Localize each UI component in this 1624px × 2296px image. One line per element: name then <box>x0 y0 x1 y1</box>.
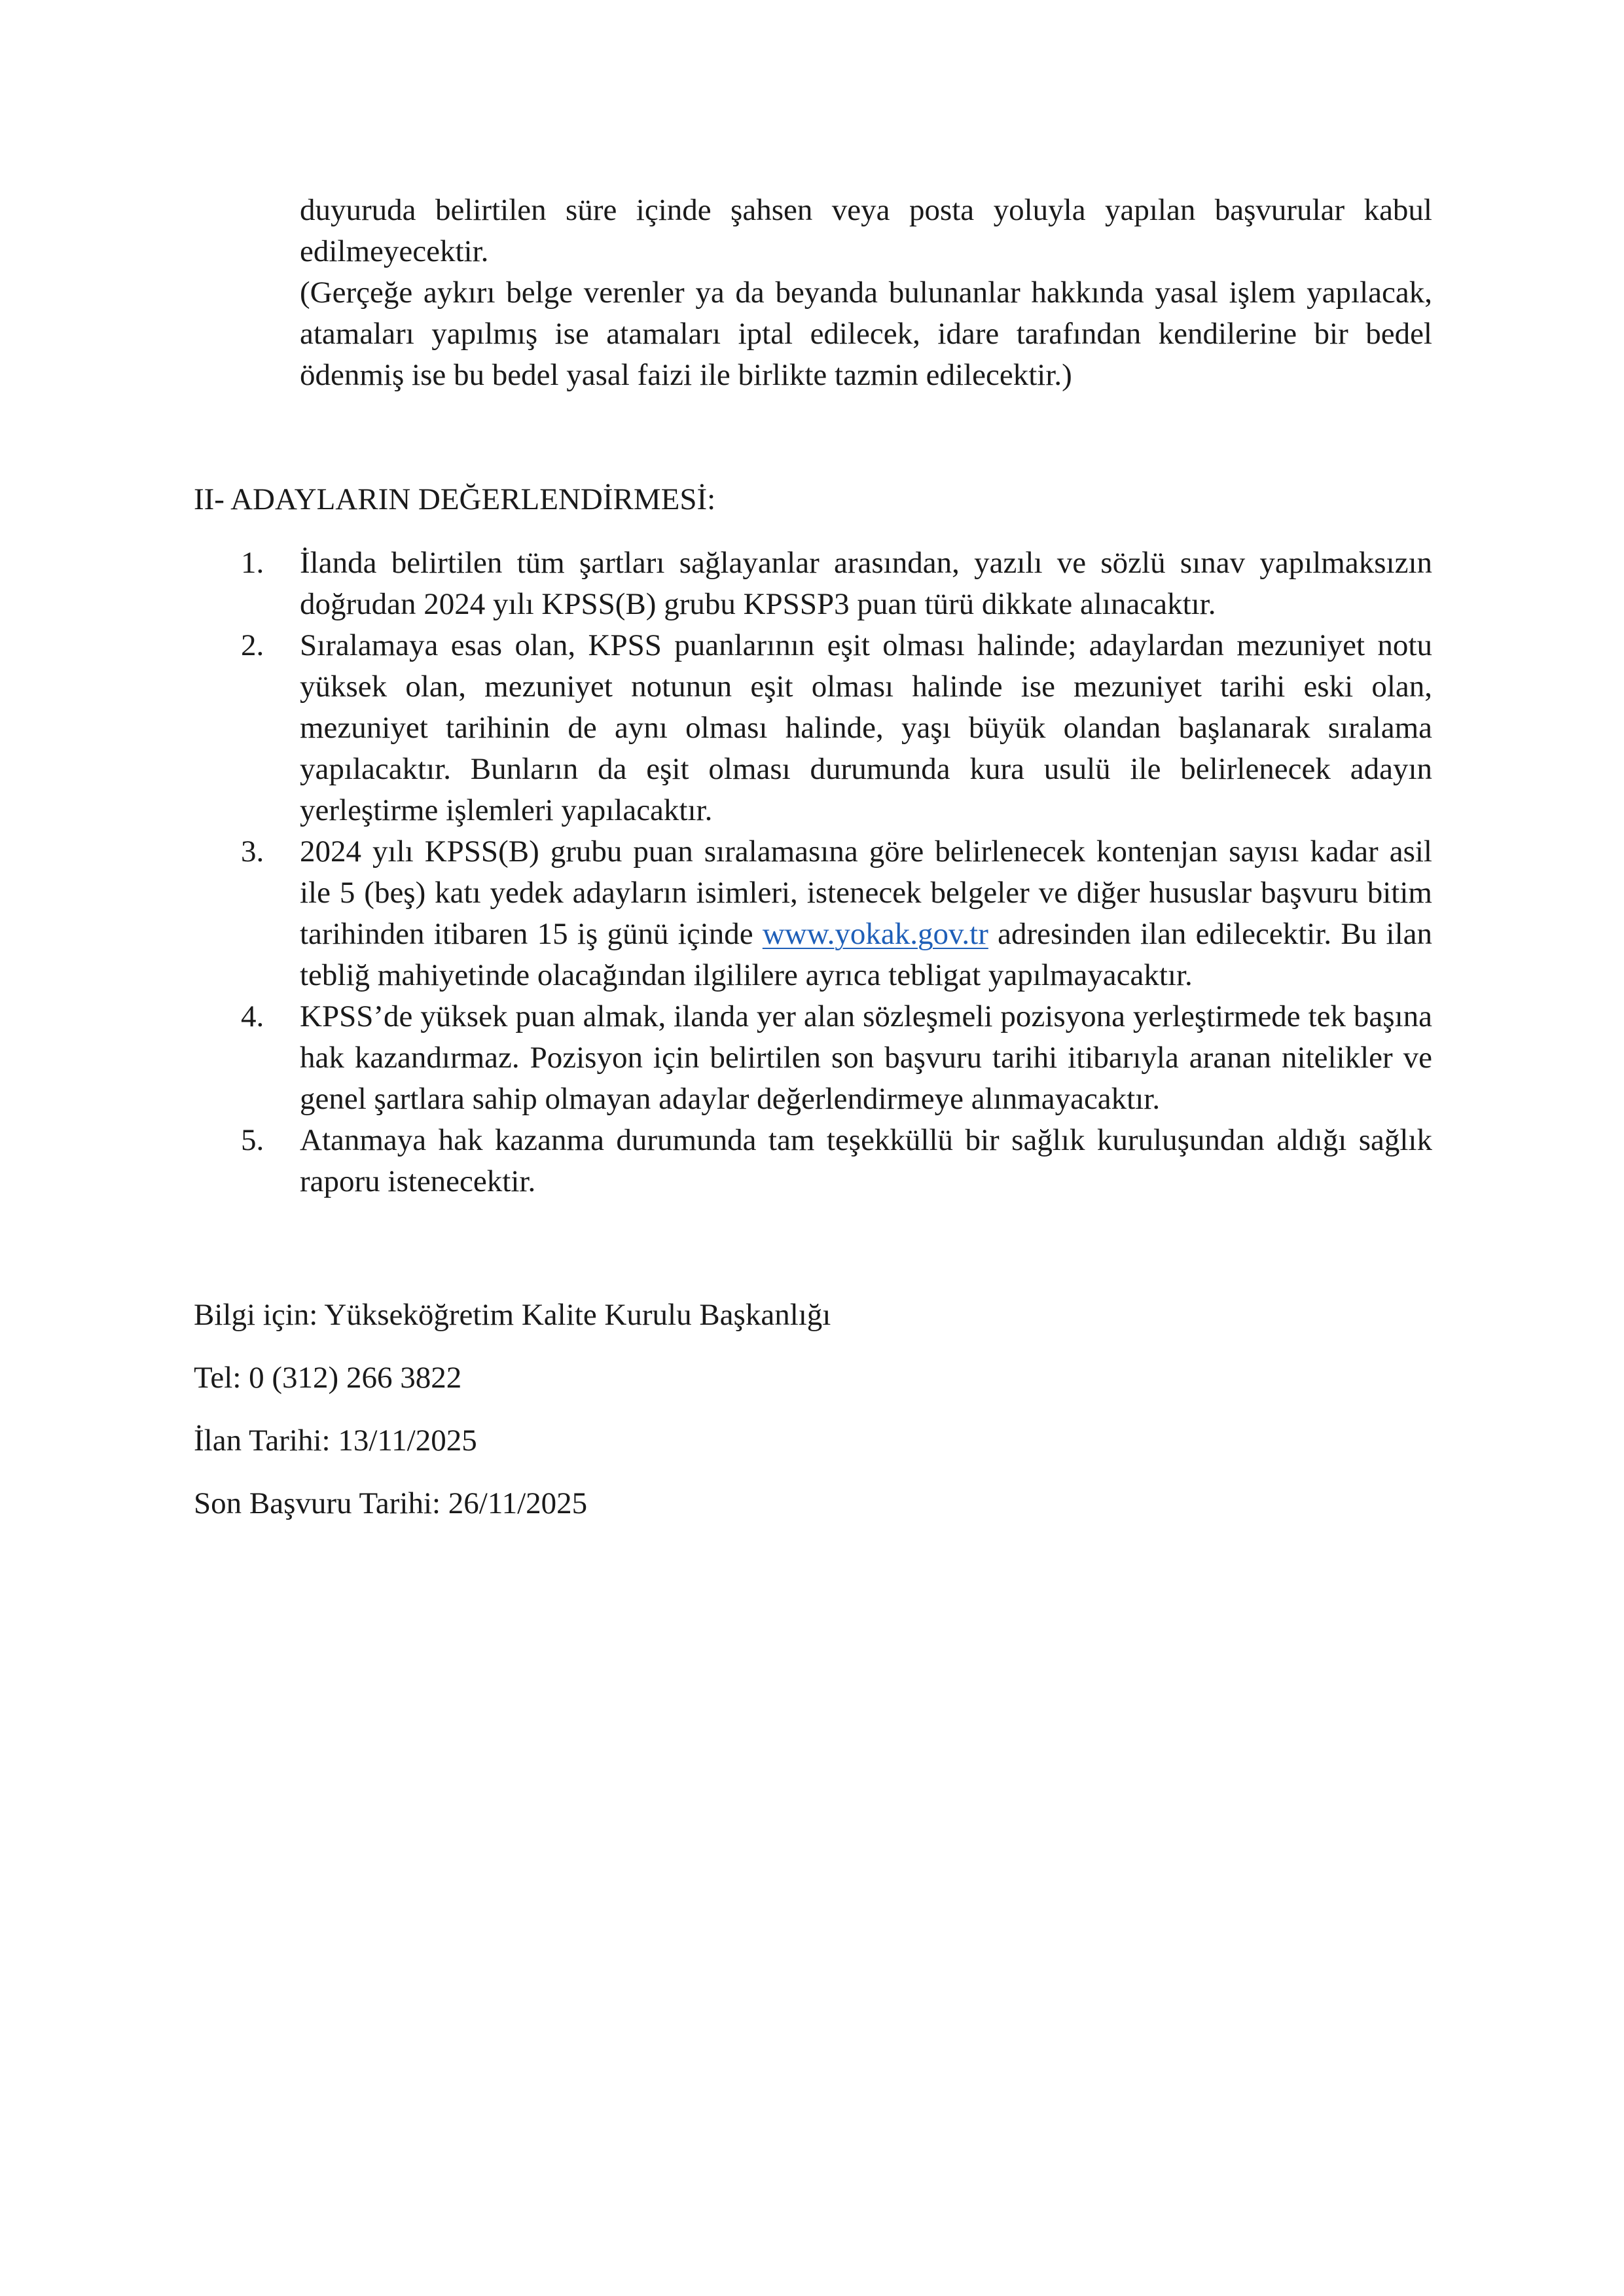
list-number: 2. <box>241 628 264 662</box>
list-number: 1. <box>241 546 264 580</box>
list-item-text: KPSS’de yüksek puan almak, ilanda yer alan sözleşmeli pozisyona yerleştirmede tek başına hak kazandırmaz. Pozisyon için belirtilen son başvuru tarihi itibarıyla aranan nitelikler ve genel şartlara sahip olmayan adaylar değerlendirmeye alınmayacaktır. <box>300 999 1432 1116</box>
list-item-4 <box>194 996 1432 1120</box>
yokak-website-link[interactable]: www.yokak.gov.tr <box>762 917 988 951</box>
list-item-3 <box>194 831 1432 996</box>
section-title: II- ADAYLARIN DEĞERLENDİRMESİ: <box>194 482 716 516</box>
application-deadline: Son Başvuru Tarihi: 26/11/2025 <box>194 1486 588 1520</box>
intro-paragraph-2: (Gerçeğe aykırı belge verenler ya da beyanda bulunanlar hakkında yasal işlem yapılacak, atamaları yapılmış ise atamaları iptal edilecek, idare tarafından kendilerine bir bedel ödenmiş ise bu bedel yasal faizi ile birlikte tazmin edilecektir.) <box>300 276 1432 392</box>
contact-info: Bilgi için: Yükseköğretim Kalite Kurulu Başkanlığı <box>194 1298 831 1332</box>
list-item-text: Atanmaya hak kazanma durumunda tam teşekküllü bir sağlık kuruluşundan aldığı sağlık raporu istenecektir. <box>300 1123 1432 1198</box>
list-item-text: adresinden ilan edilecektir. Bu ilan tebliğ mahiyetinde olacağından ilgililere ayrıca tebligat yapılmayacaktır. <box>300 917 1432 992</box>
list-item-text: Sıralamaya esas olan, KPSS puanlarının eşit olması halinde; adaylardan mezuniyet notu yüksek olan, mezuniyet notunun eşit olması halinde ise mezuniyet tarihi eski olan, mezuniyet tarihinin de aynı olması halinde, yaşı büyük olandan başlanarak sıralama yapılacaktır. Bunların da eşit olması durumunda kura usulü ile belirlenecek adayın yerleştirme işlemleri yapılacaktır. <box>300 628 1432 827</box>
list-item-text: İlanda belirtilen tüm şartları sağlayanlar arasından, yazılı ve sözlü sınav yapılmaksızın doğrudan 2024 yılı KPSS(B) grubu KPSSP3 puan türü dikkate alınacaktır. <box>300 546 1432 621</box>
list-number: 5. <box>241 1123 264 1157</box>
list-item-1 <box>194 543 1432 625</box>
list-item-2 <box>194 625 1432 831</box>
list-item-5 <box>194 1120 1432 1202</box>
evaluation-list <box>194 543 1432 1202</box>
list-number: 4. <box>241 999 264 1033</box>
intro-paragraph-1: duyuruda belirtilen süre içinde şahsen veya posta yoluyla yapılan başvurular kabul edilmeyecektir. <box>300 193 1432 268</box>
list-number: 3. <box>241 834 264 869</box>
list-item-text: 2024 yılı KPSS(B) grubu puan sıralamasına göre belirlenecek kontenjan sayısı kadar asil ile 5 (beş) katı yedek adayların isimleri, istenecek belgeler ve diğer hususlar başvuru bitim tarihinden itibaren 15 iş günü içinde <box>300 834 1432 951</box>
contact-phone: Tel: 0 (312) 266 3822 <box>194 1361 462 1395</box>
announcement-date: İlan Tarihi: 13/11/2025 <box>194 1424 477 1458</box>
